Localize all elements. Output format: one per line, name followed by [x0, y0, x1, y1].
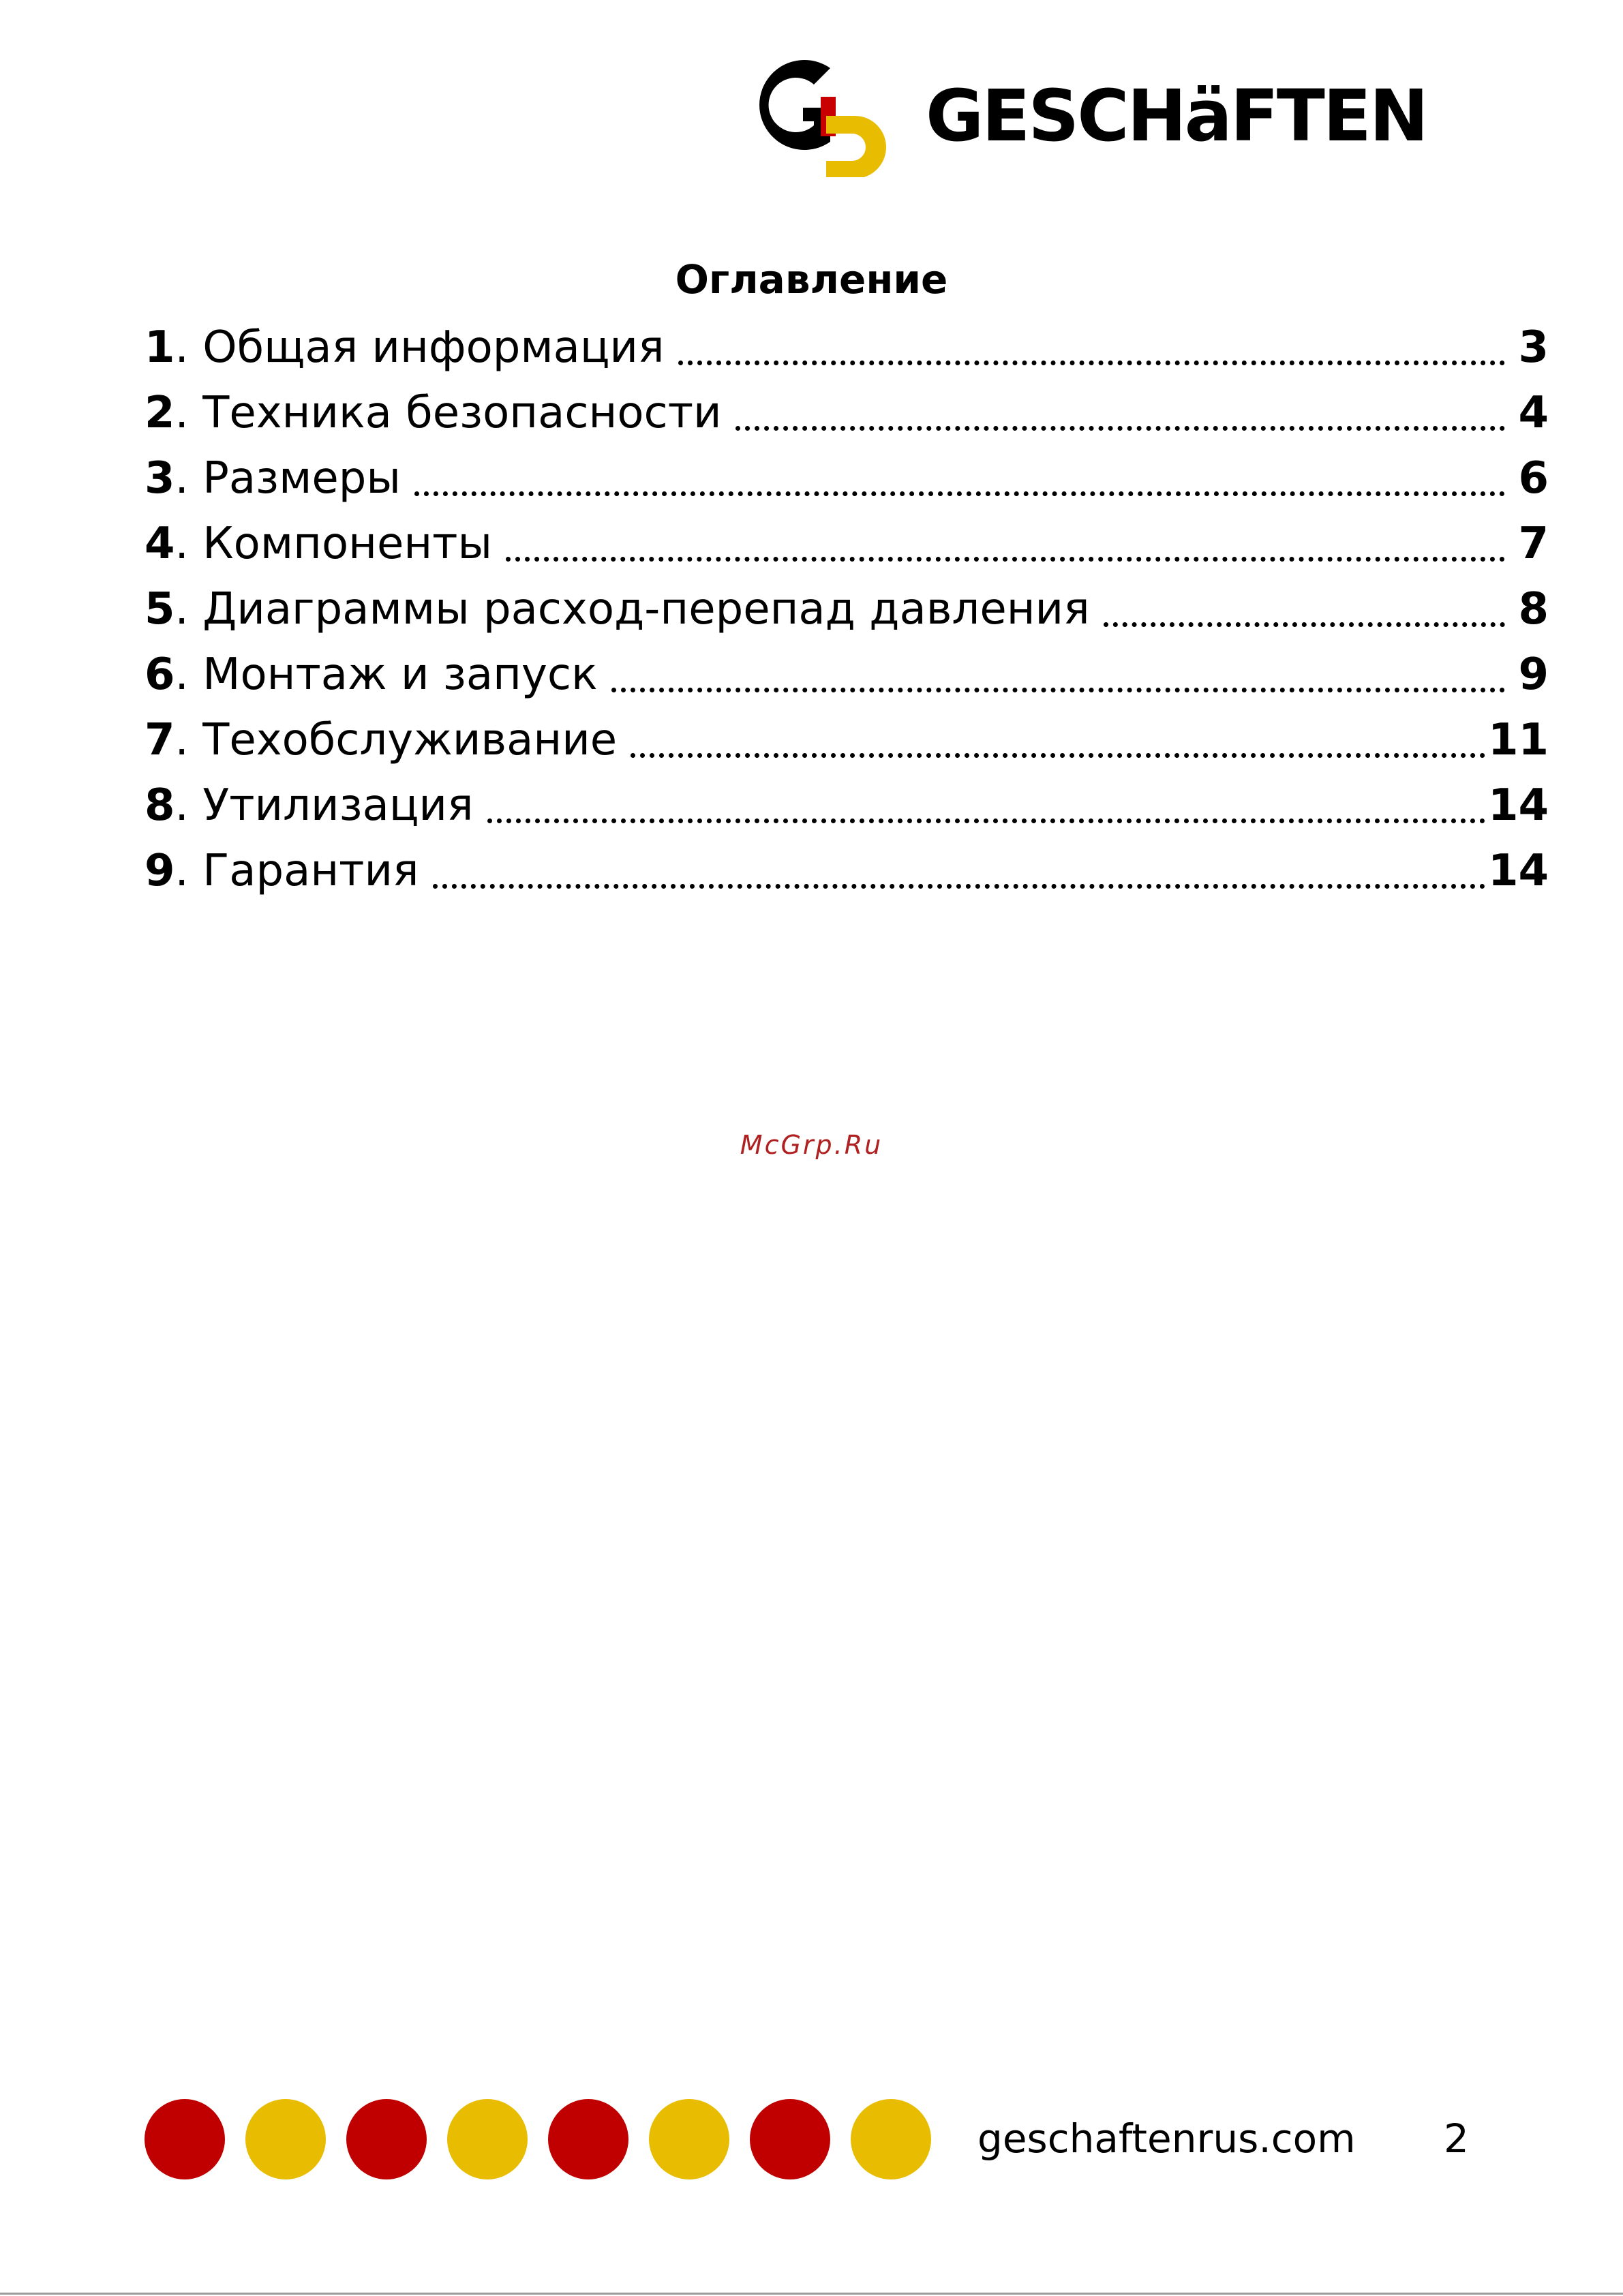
- toc-entry-label: . Монтаж и запуск: [175, 649, 598, 700]
- toc-entry[interactable]: [145, 838, 1549, 904]
- toc-entry[interactable]: [145, 511, 1549, 577]
- toc-entry-label: . Гарантия: [175, 846, 419, 896]
- dot-leader: [735, 426, 1505, 431]
- toc-entry[interactable]: [145, 315, 1549, 380]
- toc-entry-label: . Диаграммы расход-перепад давления: [175, 584, 1090, 634]
- toc-entry[interactable]: [145, 380, 1549, 446]
- toc-entry[interactable]: [145, 642, 1549, 707]
- toc-entry-number: 4: [145, 519, 175, 569]
- toc-entry-number: 7: [145, 715, 175, 765]
- dot-leader: [678, 361, 1506, 365]
- toc-entry-page: 14: [1487, 780, 1549, 831]
- toc-entry-number: 2: [145, 388, 175, 438]
- decorative-dot: [548, 2099, 628, 2179]
- dot-leader: [631, 753, 1485, 758]
- footer-website[interactable]: geschaftenrus.com: [977, 2115, 1356, 2162]
- toc-entry-page: 6: [1518, 453, 1549, 504]
- toc-entry-number: 1: [145, 322, 175, 373]
- toc-entry-number: 5: [145, 584, 175, 634]
- decorative-dot: [447, 2099, 528, 2179]
- decorative-dot: [145, 2099, 225, 2179]
- table-of-contents: [145, 315, 1549, 904]
- toc-entry-number: 8: [145, 780, 175, 831]
- toc-entry-number: 3: [145, 453, 175, 504]
- brand-name: GESCHäFTEN: [926, 74, 1427, 157]
- toc-entry-label: . Компоненты: [175, 519, 492, 569]
- page-bottom-edge: [0, 2293, 1623, 2295]
- toc-entry-page: 3: [1518, 322, 1549, 373]
- dot-leader: [506, 557, 1505, 562]
- toc-entry-number: 9: [145, 846, 175, 896]
- toc-entry-label: . Техобслуживание: [175, 715, 618, 765]
- toc-entry-page: 11: [1487, 715, 1549, 765]
- toc-entry-page: 4: [1518, 388, 1549, 438]
- toc-entry[interactable]: [145, 577, 1549, 642]
- decorative-dot: [750, 2099, 830, 2179]
- toc-entry[interactable]: [145, 707, 1549, 773]
- watermark: McGrp.Ru: [740, 1130, 883, 1160]
- toc-entry-page: 8: [1518, 584, 1549, 634]
- toc-entry-number: 6: [145, 649, 175, 700]
- toc-entry[interactable]: [145, 446, 1549, 511]
- dot-leader: [1104, 622, 1505, 627]
- gd-logo-icon: [755, 55, 905, 177]
- toc-entry-label: . Общая информация: [175, 322, 665, 373]
- toc-entry-page: 7: [1518, 519, 1549, 569]
- dot-leader: [487, 818, 1485, 823]
- page-number: 2: [1444, 2115, 1469, 2162]
- decorative-dot: [649, 2099, 729, 2179]
- dot-leader: [611, 688, 1505, 692]
- toc-title: Оглавление: [675, 256, 948, 303]
- dot-leader: [414, 491, 1505, 496]
- toc-entry-page: 14: [1487, 846, 1549, 896]
- toc-entry-label: . Утилизация: [175, 780, 474, 831]
- decorative-dot: [851, 2099, 931, 2179]
- toc-entry-page: 9: [1518, 649, 1549, 700]
- decorative-dot: [346, 2099, 427, 2179]
- dot-leader: [433, 884, 1485, 889]
- brand-logo: [755, 55, 1464, 177]
- decorative-dot: [245, 2099, 326, 2179]
- toc-entry[interactable]: [145, 773, 1549, 838]
- toc-entry-label: . Размеры: [175, 453, 401, 504]
- toc-entry-label: . Техника безопасности: [175, 388, 722, 438]
